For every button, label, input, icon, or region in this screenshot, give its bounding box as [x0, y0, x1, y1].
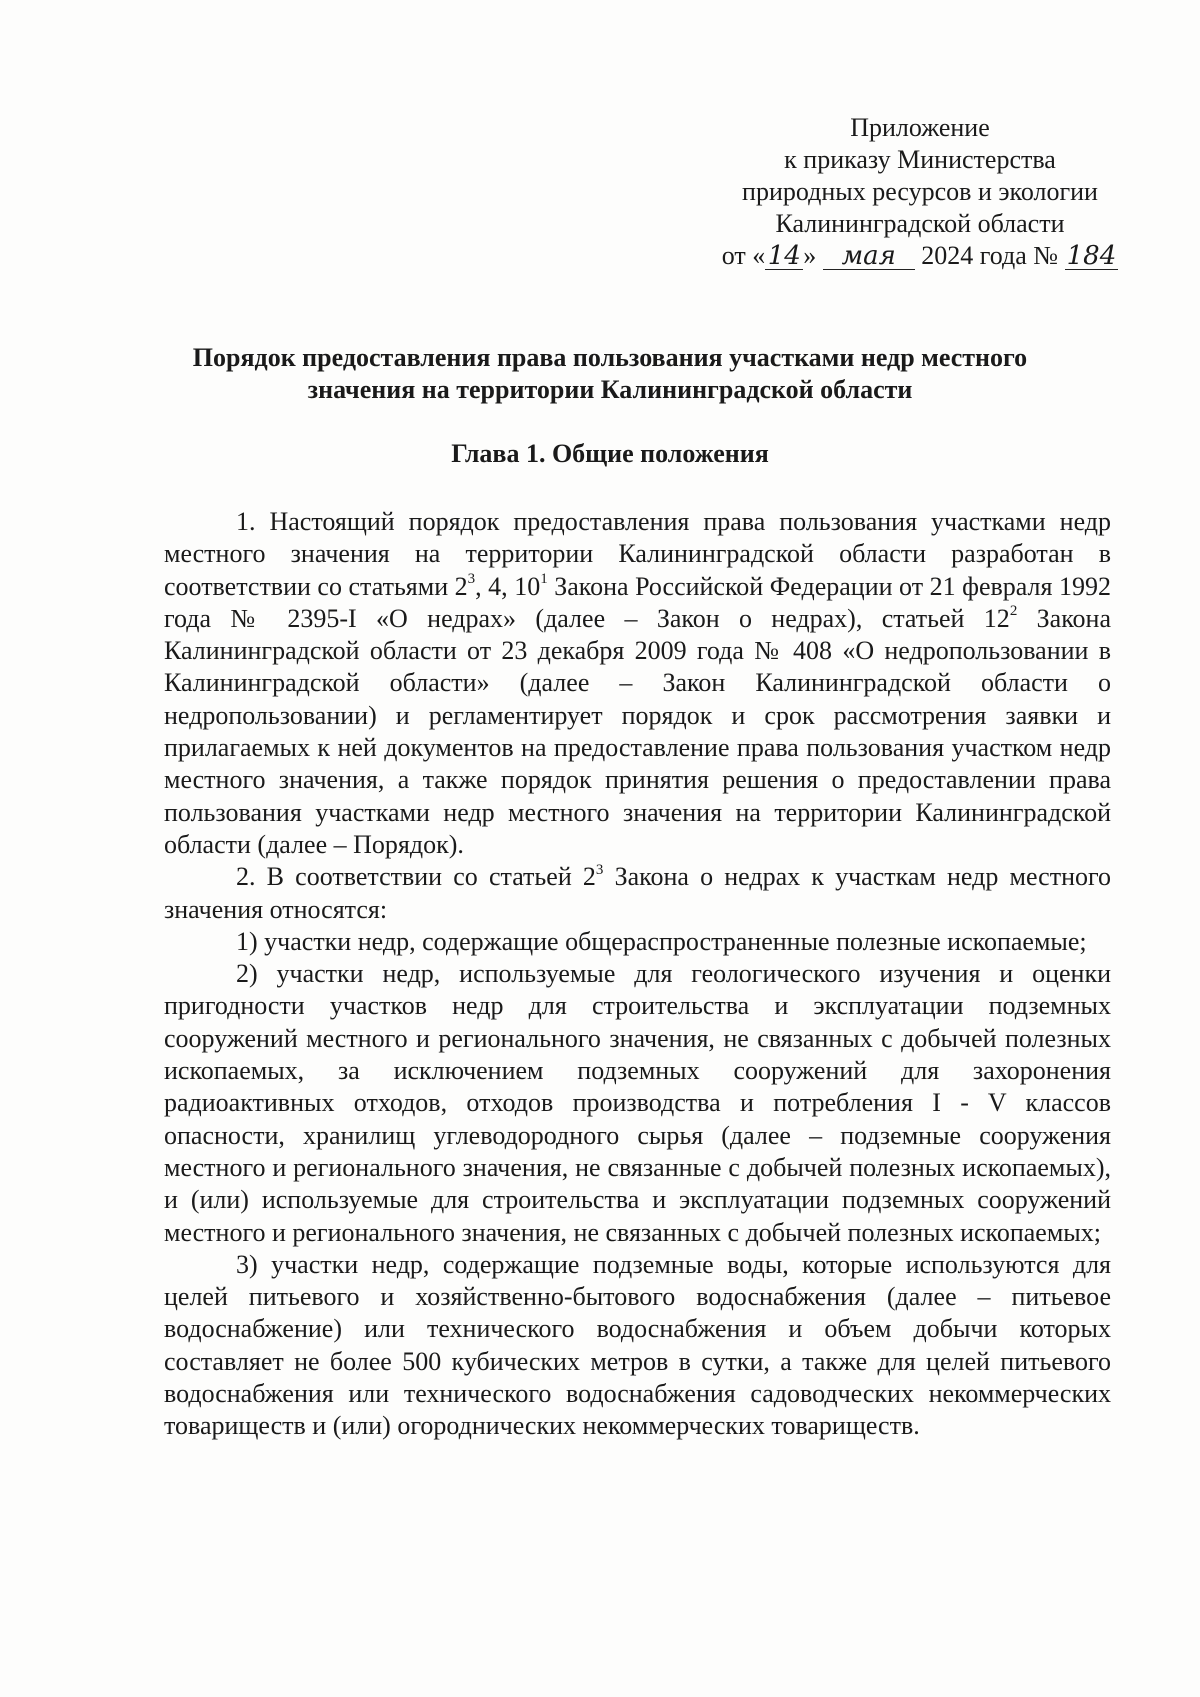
list-item-3: 3) участки недр, содержащие подземные воды, которые используются для целей питьевого и хозяйственно-бытового водоснабжения (далее – питьевое водоснабжение) или технического водоснабжения и объем добычи которых составляет не более 500 кубических метров в сутки, а также для целей питьевого водоснабжения или технического водоснабжения садоводческих некоммерческих товариществ и (или) огороднических некоммерческих товариществ.: [164, 1249, 1111, 1441]
document-title: [150, 342, 1070, 406]
paragraph-1-text-c: Закона Российской Федерации от 21 февраля 1992 года № 2395-I «О недрах» (далее – Закон о недрах), статьей 12: [164, 571, 1111, 633]
paragraph-1-text-b: , 4, 10: [475, 571, 541, 601]
title-line-2: значения на территории Калининградской области: [307, 375, 913, 404]
order-reference: к приказу Министерства: [784, 145, 1056, 174]
appendix-header: [680, 112, 1160, 272]
appendix-label: Приложение: [850, 113, 990, 142]
region-name: Калининградской области: [775, 209, 1065, 238]
paragraph-2-text-a: 2. В соответствии со статьей 2: [236, 862, 596, 892]
handwritten-month: мая: [823, 243, 915, 270]
superscript: 3: [595, 861, 604, 878]
ministry-name: природных ресурсов и экологии: [742, 177, 1098, 206]
list-item-1: 1) участки недр, содержащие общераспространенные полезные ископаемые;: [236, 926, 1087, 956]
superscript: 3: [467, 570, 476, 587]
superscript: 2: [1009, 603, 1018, 620]
paragraph-2-text-b: Закона о недрах к участкам недр местного значения относятся:: [164, 862, 1111, 924]
year-text: 2024 года №: [921, 241, 1059, 270]
order-date-line: [680, 240, 1160, 272]
paragraph-1-text-d: Закона Калининградской области от 23 декабря 2009 года № 408 «О недропользовании в Калининградской области» (далее – Закон Калининградской области о недропользовании) и регламентирует порядок и срок рассмотрения заявки и прилагаемых к ней документов на предоставление права пользования участком недр местного значения, а также порядок принятия решения о предоставлении права пользования участками недр местного значения на территории Калининградской области (далее – Порядок).: [164, 603, 1111, 859]
handwritten-day: 14: [765, 243, 803, 270]
list-item-2: 2) участки недр, используемые для геологического изучения и оценки пригодности участков недр для строительства и эксплуатации подземных сооружений местного и регионального значения, не связанных с добычей полезных ископаемых, за исключением подземных сооружений для захоронения радиоактивных отходов, отходов производства и потребления I - V классов опасности, хранилищ углеводородного сырья (далее – подземные сооружения местного и регионального значения, не связанные с добычей полезных ископаемых), и (или) используемые для строительства и эксплуатации подземных сооружений местного и регионального значения, не связанных с добычей полезных ископаемых;: [164, 959, 1111, 1247]
paragraph-2: [164, 861, 1111, 926]
date-prefix: от «: [721, 241, 766, 270]
date-mid: »: [803, 241, 817, 270]
title-line-1: Порядок предоставления права пользования участками недр местного: [192, 343, 1028, 372]
handwritten-order-number: 184: [1066, 241, 1117, 271]
chapter-heading: Глава 1. Общие положения: [451, 439, 769, 468]
paragraph-1: [164, 506, 1111, 861]
document-body: [164, 506, 1111, 1443]
paragraph-1-text-a: 1. Настоящий порядок предоставления права пользования участками недр местного значения на территории Калининградской области разработан в соответствии со статьями 2: [164, 507, 1111, 601]
superscript: 1: [540, 570, 548, 587]
